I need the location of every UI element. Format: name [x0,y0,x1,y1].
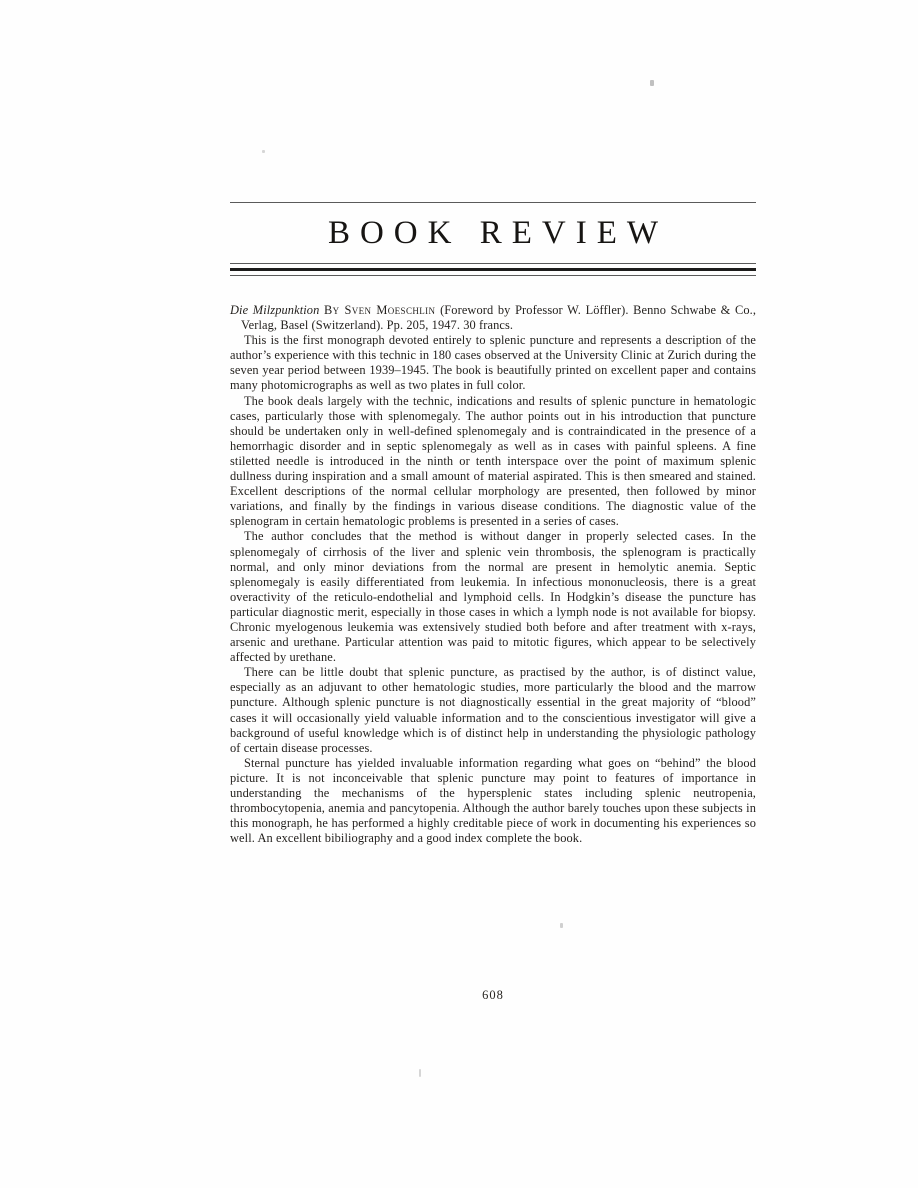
publisher-info: (Foreword by Professor W. Löffler). Benno Schwabe & Co., Verlag, Basel (Switzerland). Pp. 205, 1947. 30 francs. [241,303,757,333]
review-article [230,303,756,846]
book-byline: By Sven Moeschlin [324,303,436,317]
book-citation [230,303,756,333]
page-title: BOOK REVIEW [327,215,669,251]
review-paragraph: Sternal puncture has yielded invaluable information regarding what goes on “behind” the blood picture. It is not inconceivable that splenic puncture may point to features of importance in understanding the mechanisms of the hypersplenic states including splenic neutropenia, thrombocytopenia, anemia and pancytopenia. Although the author barely touches upon these subjects in this monograph, he has performed a highly creditable piece of work in documenting his experiences so well. An excellent bibiliography and a good index complete the book. [230,755,756,846]
review-paragraph: The author concludes that the method is without danger in properly selected cases. In the splenomegaly of cirrhosis of the liver and splenic vein thrombosis, the splenogram is practically normal, and only minor deviations from the normal are present in hemolytic anemia. Septic splenomegaly is easily differentiated from leukemia. In infectious mononucleosis, there is a great overactivity of the reticulo-endothelial and lymphoid cells. In Hodgkin’s disease the puncture has particular diagnostic merit, especially in those cases in which a lymph node is not available for biopsy. Chronic myelogenous leukemia was extensively studied both before and after treatment with x-rays, arsenic and urethane. Particular attention was paid to mitotic figures, which appear to be selectively affected by urethane. [230,529,756,665]
page-column [230,0,756,846]
scan-artifact [419,1069,421,1077]
page-number: 608 [482,988,504,1002]
review-paragraph: This is the first monograph devoted entirely to splenic puncture and represents a description of the author’s experience with this technic in 180 cases observed at the University Clinic at Zurich during the seven year period between 1939–1945. The book is beautifully printed on excellent paper and contains many photomicrographs as well as two plates in full color. [230,333,756,393]
divider-thin-rule [230,263,756,264]
review-paragraph: The book deals largely with the technic, indications and results of splenic puncture in hematologic cases, particularly those with splenomegaly. The author points out in his introduction that puncture should be undertaken only in well-defined splenomegaly and is contraindicated in the presence of a hemorrhagic disorder and in septic splenomegaly as well as in cases with painful spleens. A fine stiletted needle is introduced in the ninth or tenth interspace over the point of maximum splenic dullness during inspiration and a small amount of material aspirated. This is then smeared and stained. Excellent descriptions of the normal cellular morphology are presented, then followed by minor variations, and finally by the findings in various disease conditions. The diagnostic value of the splenogram in certain hematologic problems is presented in a series of cases. [230,393,756,529]
review-paragraphs [230,333,756,846]
divider-thick-rule [230,268,756,271]
review-paragraph: There can be little doubt that splenic puncture, as practised by the author, is of distinct value, especially as an adjuvant to other hematologic studies, more particularly the blood and the marrow puncture. Although splenic puncture is not diagnostically essential in the great majority of “blood” cases it will occasionally yield valuable information and to the conscientious investigator will give a background of useful knowledge which is of distinct help in understanding the physiologic pathology of certain disease processes. [230,665,756,755]
divider-thin-rule [230,275,756,276]
review-header [230,202,756,276]
scan-artifact [560,923,563,928]
header-divider [230,263,756,276]
top-rule [230,202,756,203]
book-title: Die Milzpunktion [230,303,320,317]
